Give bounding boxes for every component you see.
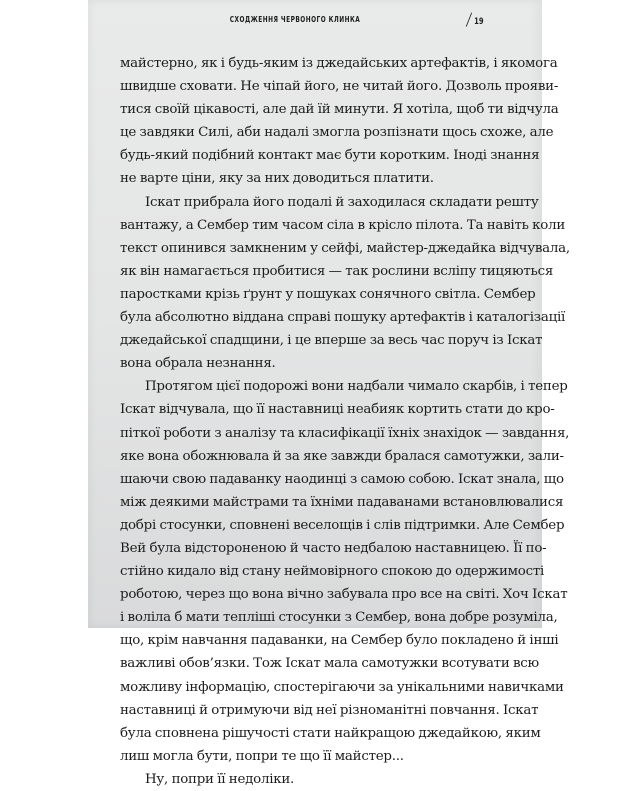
text-line: добрі стосунки, сповнені веселощів і слів підтримки. Але Сембер <box>120 517 565 533</box>
text-line: тися своїй цікавості, але дай їй минути. Я хотіла, щоб ти відчула <box>120 102 559 118</box>
text-line: паростками крізь ґрунт у пошуках сонячного світла. Сембер <box>120 286 536 302</box>
text-line: Вей була відстороненою й часто недбалою наставницею. Її по- <box>120 540 547 556</box>
running-header <box>88 12 542 30</box>
text-line: яке вона обожнювала й за яке завжди бралася самотужки, зали- <box>120 448 564 464</box>
text-line: лиш могла бути, попри те що її майстер... <box>120 748 404 764</box>
book-page <box>88 0 570 787</box>
text-line: вантажу, а Сембер тим часом сіла в крісло пілота. Та навіть коли <box>120 217 566 233</box>
paragraph <box>120 375 570 768</box>
text-line: що, крім навчання падаванки, на Сембер було покладено й інші <box>120 633 559 649</box>
text-line: як він намагається пробитися — так рослини всліпу тицяються <box>120 263 554 279</box>
text-line: джедайської спадщини, і це вперше за весь час поруч із Іскат <box>120 333 543 349</box>
text-line: Іскат відчувала, що її наставниці неабияк кортить стати до кро- <box>120 402 555 418</box>
text-line: можливу інформацію, спостерігаючи за унікальними навичками <box>120 679 564 695</box>
text-line: не варте ціни, яку за них доводиться платити. <box>120 171 434 187</box>
text-line: швидше сховати. Не чіпай його, не читай його. Дозволь прояви- <box>120 79 559 95</box>
running-title: СХОДЖЕННЯ ЧЕРВОНОГО КЛИНКА <box>229 15 361 24</box>
text-line: Іскат прибрала його подалі й заходилася складати решту <box>145 194 539 210</box>
text-line: текст опинився замкненим у сейфі, майстер-джедайка відчувала, <box>120 240 570 256</box>
paragraph <box>120 52 559 191</box>
text-line: і воліла б мати тепліші стосунки з Сембер, вона добре розуміла, <box>120 610 558 626</box>
paragraph <box>120 191 570 376</box>
page-number-value: 19 <box>473 17 484 27</box>
text-line: майстерно, як і будь-яким із джедайських артефактів, і якомога <box>120 56 558 71</box>
text-line: вона обрала незнання. <box>120 356 276 372</box>
paragraph <box>120 768 484 791</box>
text-line: роботою, через що вона вічно забувала про все на світі. Хоч Іскат <box>120 587 568 603</box>
text-line: шаючи свою падаванку наодинці з самою собою. Іскат знала, що <box>120 471 564 487</box>
text-line: Протягом цієї подорожі вони надбали чимало скарбів, і тепер <box>145 379 568 395</box>
text-line: наставниці й отримуючи від неї різноманітні повчання. Іскат <box>120 702 539 718</box>
text-line: була абсолютно віддана справі пошуку артефактів і каталогізації <box>120 310 566 326</box>
page-number-slash: / <box>465 10 473 30</box>
body-text <box>120 52 570 791</box>
text-line: це завдяки Силі, аби надалі змогла розпізнати щось схоже, але <box>120 125 554 141</box>
text-line: важливі обов’язки. Тож Іскат мала самотужки всотувати всю <box>120 656 539 672</box>
text-line: Ну, попри її недоліки. <box>145 771 295 787</box>
text-line: між деякими майстрами та їхніми падаванами встановлювалися <box>120 494 564 510</box>
text-line: була сповнена рішучості стати найкращою джедайкою, яким <box>120 725 541 741</box>
text-line: стійно кидало від стану неймовірного спокою до одержимості <box>120 564 545 580</box>
text-line: будь-який подібний контакт має бути коротким. Іноді знання <box>120 148 540 164</box>
page-number <box>466 10 485 30</box>
text-line: піткої роботи з аналізу та класифікації їхніх знахідок — завдання, <box>120 425 570 441</box>
